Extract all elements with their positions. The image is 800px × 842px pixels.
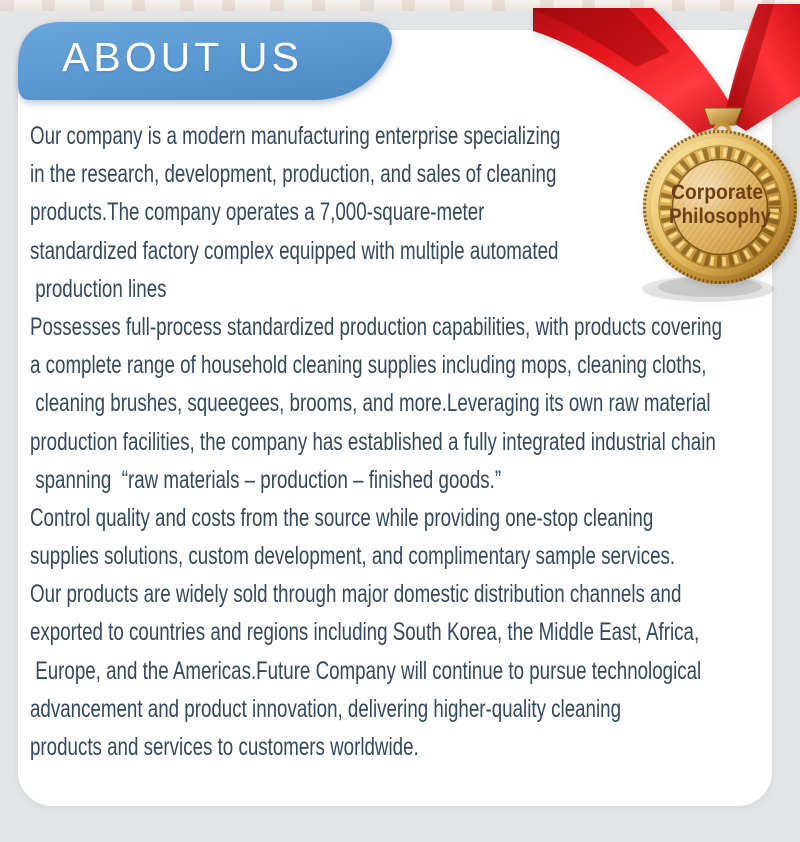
about-text-line: products and services to customers worldwide. [30,733,419,761]
about-text-line: standardized factory complex equipped with multiple automated [30,236,559,265]
medal-label-line2: Philosophy [669,205,772,228]
medal-label [669,181,771,228]
about-text-line: products.The company operates a 7,000-square-meter [30,198,485,227]
medal-label-line1: Corporate [671,181,764,204]
about-text-line: spanning “raw materials – production – finished goods.” [30,465,502,494]
about-text-line: Our company is a modern manufacturing enterprise specializing [30,122,561,150]
about-text-line: production lines [30,274,167,303]
about-text-line: exported to countries and regions including South Korea, the Middle East, Africa, [30,618,700,647]
about-text-line: production facilities, the company has established a fully integrated industrial chain [30,427,716,456]
about-text-line: cleaning brushes, squeegees, brooms, and more.Leveraging its own raw material [30,389,711,418]
about-text-line: Europe, and the Americas.Future Company will continue to pursue technological [30,656,702,685]
about-text-line: supplies solutions, custom development, and complimentary sample services. [30,542,676,571]
about-text-line: a complete range of household cleaning supplies including mops, cleaning cloths, [30,351,707,380]
about-text-line: Control quality and costs from the source while providing one-stop cleaning [30,503,654,532]
about-text-line: Possesses full-process standardized production capabilities, with products covering [30,312,723,341]
section-title: ABOUT US [62,34,303,80]
medal-icon [643,130,797,284]
about-text-line: Our products are widely sold through major domestic distribution channels and [30,580,682,609]
corporate-philosophy-medal-icon [520,0,800,312]
about-text-line: in the research, development, production, and sales of cleaning [30,160,557,189]
ribbon-left-icon [533,8,735,134]
about-text-line: advancement and product innovation, delivering higher-quality cleaning [30,694,622,723]
